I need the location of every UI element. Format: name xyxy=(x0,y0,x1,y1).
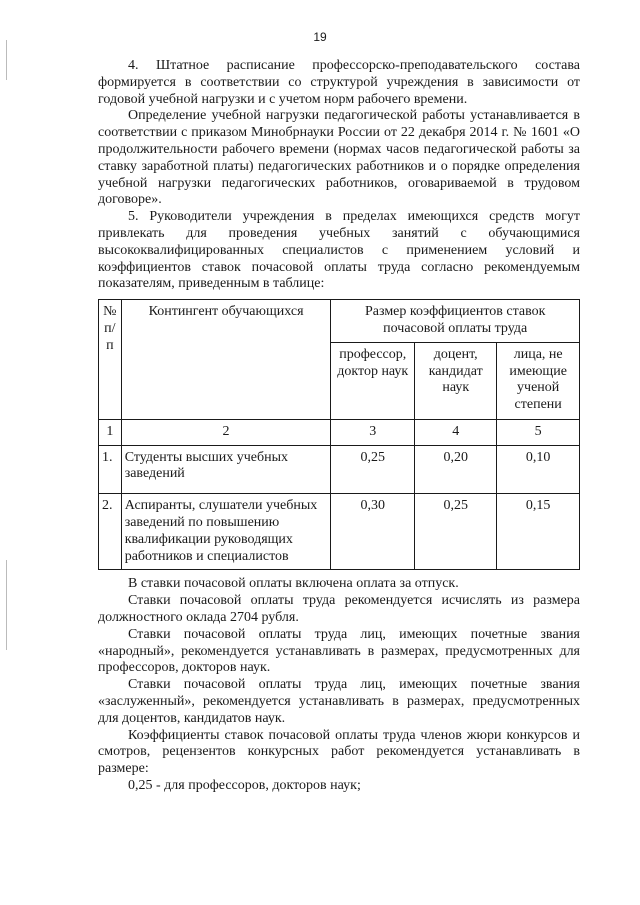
table-header-row xyxy=(99,300,580,343)
index-cell: 5 xyxy=(497,419,580,445)
row-no-degree-rate: 0,15 xyxy=(497,494,580,570)
row-professor-rate: 0,30 xyxy=(331,494,415,570)
index-cell: 3 xyxy=(331,419,415,445)
table-index-row xyxy=(99,419,580,445)
index-cell: 1 xyxy=(99,419,122,445)
table-row xyxy=(99,445,580,494)
paragraph-vacation: В ставки почасовой оплаты включена оплата за отпуск. xyxy=(128,576,459,592)
row-num: 2. xyxy=(99,494,122,570)
row-docent-rate: 0,20 xyxy=(415,445,497,494)
header-docent: доцент, кандидат наук xyxy=(415,342,497,419)
header-rate-group: Размер коэффициентов ставок почасовой оплаты труда xyxy=(331,300,580,343)
paragraph-salary-base: Ставки почасовой оплаты труда рекомендуется исчислять из размера должностного оклада 2704 рубля. xyxy=(98,593,580,625)
header-professor: профессор, доктор наук xyxy=(331,342,415,419)
document-body xyxy=(98,58,580,795)
row-docent-rate: 0,25 xyxy=(415,494,497,570)
table-row xyxy=(99,494,580,570)
page-number: 19 xyxy=(313,30,327,44)
paragraph-jury-rates: Коэффициенты ставок почасовой оплаты труда членов жюри конкурсов и смотров, рецензентов конкурсных работ рекомендуется устанавливать в размере: xyxy=(98,727,580,777)
row-no-degree-rate: 0,10 xyxy=(497,445,580,494)
row-contingent: Аспиранты, слушатели учебных заведений по повышению квалификации руководящих работников и специалистов xyxy=(121,494,331,570)
paragraph-staffing: 4. Штатное расписание профессорско-преподавательского состава формируется в соответствии со структурой учреждения в зависимости от годовой учебной нагрузки и с учетом норм рабочего времени. xyxy=(98,58,580,107)
header-num: № п/п xyxy=(99,300,122,420)
index-cell: 4 xyxy=(415,419,497,445)
row-professor-rate: 0,25 xyxy=(331,445,415,494)
scan-edge-mark-bottom xyxy=(6,560,7,650)
header-contingent: Контингент обучающихся xyxy=(121,300,331,420)
scan-edge-mark-top xyxy=(6,40,7,80)
paragraph-professor-rate: 0,25 - для профессоров, докторов наук; xyxy=(128,777,361,793)
row-num: 1. xyxy=(99,445,122,494)
hourly-rate-table xyxy=(98,299,580,570)
paragraph-title-national: Ставки почасовой оплаты труда лиц, имеющих почетные звания «народный», рекомендуется устанавливать в размерах, предусмотренных для профессоров, докторов наук. xyxy=(98,626,580,676)
paragraph-workload: Определение учебной нагрузки педагогической работы устанавливается в соответствии с приказом Минобрнауки России от 22 декабря 2014 г. № 1601 «О продолжительности рабочего времени (нормах часов педагогической работы за ставку заработной платы) педагогических работников и о порядке определения учебной нагрузки педагогических работников, оговариваемой в трудовом договоре». xyxy=(98,108,580,208)
index-cell: 2 xyxy=(121,419,331,445)
row-contingent: Студенты высших учебных заведений xyxy=(121,445,331,494)
header-no-degree: лица, не имеющие ученой степени xyxy=(497,342,580,419)
paragraph-title-honored: Ставки почасовой оплаты труда лиц, имеющих почетные звания «заслуженный», рекомендуется устанавливать в размерах, предусмотренных для доцентов, кандидатов наук. xyxy=(98,677,580,726)
paragraph-hourly-rates: 5. Руководители учреждения в пределах имеющихся средств могут привлекать для проведения учебных занятий с обучающимися высококвалифицированных специалистов с применением условий и коэффициентов ставок почасовой оплаты труда согласно рекомендуемым показателям, приведенным в таблице: xyxy=(98,209,580,292)
